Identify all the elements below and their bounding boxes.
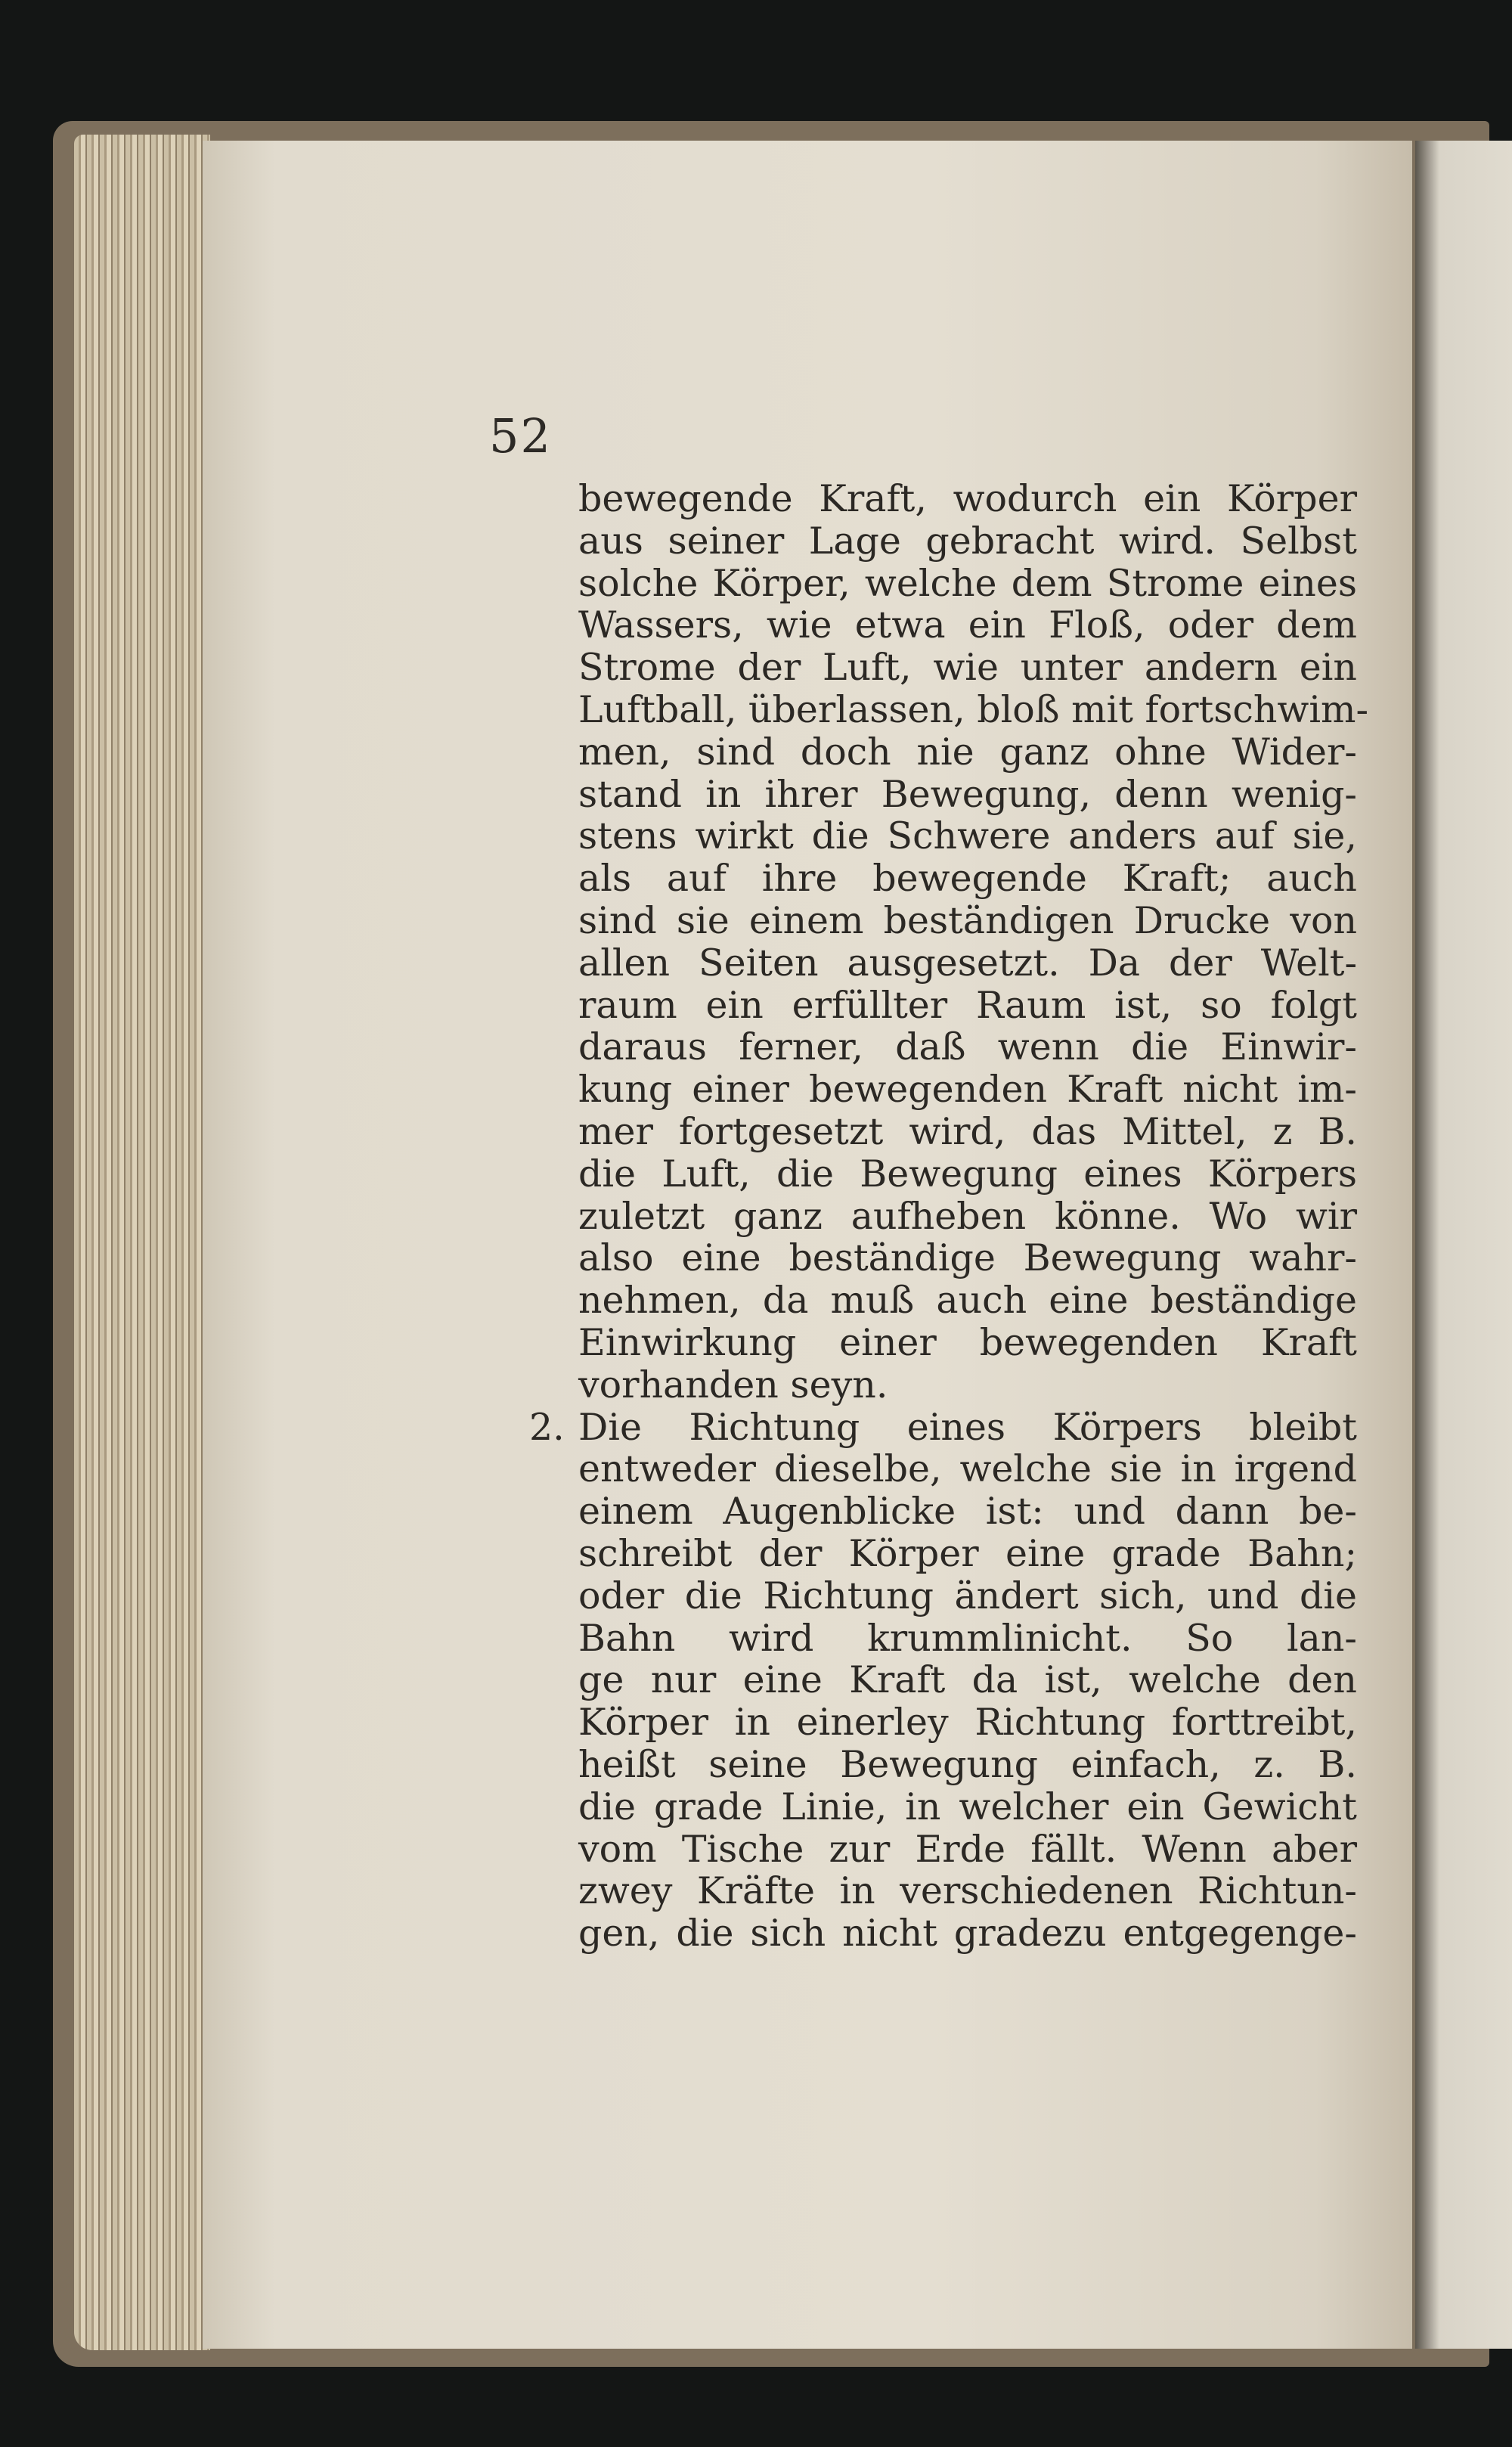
text-line: schreibt der Körper eine grade Bahn; — [578, 1531, 1357, 1575]
text-line: also eine beständige Bewegung wahr- — [578, 1236, 1357, 1280]
text-line: nehmen, da muß auch eine beständige — [578, 1279, 1357, 1323]
page-text — [529, 477, 1369, 1955]
page-number: 52 — [489, 408, 552, 464]
text-line: aus seiner Lage gebracht wird. Selbst — [578, 519, 1357, 563]
text-line: raum ein erfüllter Raum ist, so folgt — [578, 983, 1357, 1027]
text-line: solche Körper, welche dem Strome eines — [578, 561, 1357, 605]
text-line: allen Seiten ausgesetzt. Da der Welt- — [578, 941, 1357, 985]
text-line: Einwirkung einer bewegenden Kraft — [578, 1320, 1357, 1364]
text-line: die grade Linie, in welcher ein Gewicht — [578, 1785, 1357, 1828]
text-line: Wassers, wie etwa ein Floß, oder dem — [578, 603, 1357, 647]
text-line: stand in ihrer Bewegung, denn wenig- — [578, 772, 1357, 816]
text-line: ge nur eine Kraft da ist, welche den — [578, 1658, 1357, 1702]
text-line: zwey Kräfte in verschiedenen Richtun- — [578, 1869, 1357, 1913]
text-line: mer fortgesetzt wird, das Mittel, z B. — [578, 1109, 1357, 1153]
text-line: sind sie einem beständigen Drucke von — [578, 898, 1357, 942]
text-line: stens wirkt die Schwere anders auf sie, — [578, 814, 1357, 858]
text-line: die Luft, die Bewegung eines Körpers — [578, 1152, 1357, 1196]
text-line: einem Augenblicke ist: und dann be- — [578, 1490, 1357, 1534]
text-line: Bahn wird krummlinicht. So lan- — [578, 1616, 1357, 1660]
text-line: Körper in einerley Richtung forttreibt, — [578, 1701, 1357, 1745]
text-line: Luftball, überlassen, bloß mit fortschwim- — [578, 687, 1369, 731]
text-line: bewegende Kraft, wodurch ein Körper — [578, 477, 1357, 520]
text-line: vorhanden seyn. — [578, 1363, 888, 1406]
text-line: men, sind doch nie ganz ohne Wider- — [578, 730, 1357, 774]
text-line: vom Tische zur Erde fällt. Wenn aber — [578, 1827, 1357, 1871]
text-line: heißt seine Bewegung einfach, z. B. — [578, 1742, 1357, 1786]
page-edges — [74, 135, 210, 2350]
text-line: daraus ferner, daß wenn die Einwir- — [578, 1025, 1357, 1069]
numbered-item-first-line — [529, 1405, 1357, 1449]
text-line: zuletzt ganz aufheben könne. Wo wir — [578, 1194, 1357, 1238]
text-line: oder die Richtung ändert sich, und die — [578, 1574, 1357, 1617]
text-line: als auf ihre bewegende Kraft; auch — [578, 857, 1357, 901]
text-line: kung einer bewegenden Kraft nicht im- — [578, 1068, 1357, 1112]
item-number: 2. — [529, 1405, 565, 1449]
item-line-text: Die Richtung eines Körpers bleibt — [578, 1405, 1357, 1449]
text-line: gen, die sich nicht gradezu entgegenge- — [578, 1912, 1357, 1955]
facing-page-edge — [1415, 141, 1512, 2349]
text-line: entweder dieselbe, welche sie in irgend — [578, 1447, 1357, 1491]
text-line: Strome der Luft, wie unter andern ein — [578, 646, 1357, 690]
